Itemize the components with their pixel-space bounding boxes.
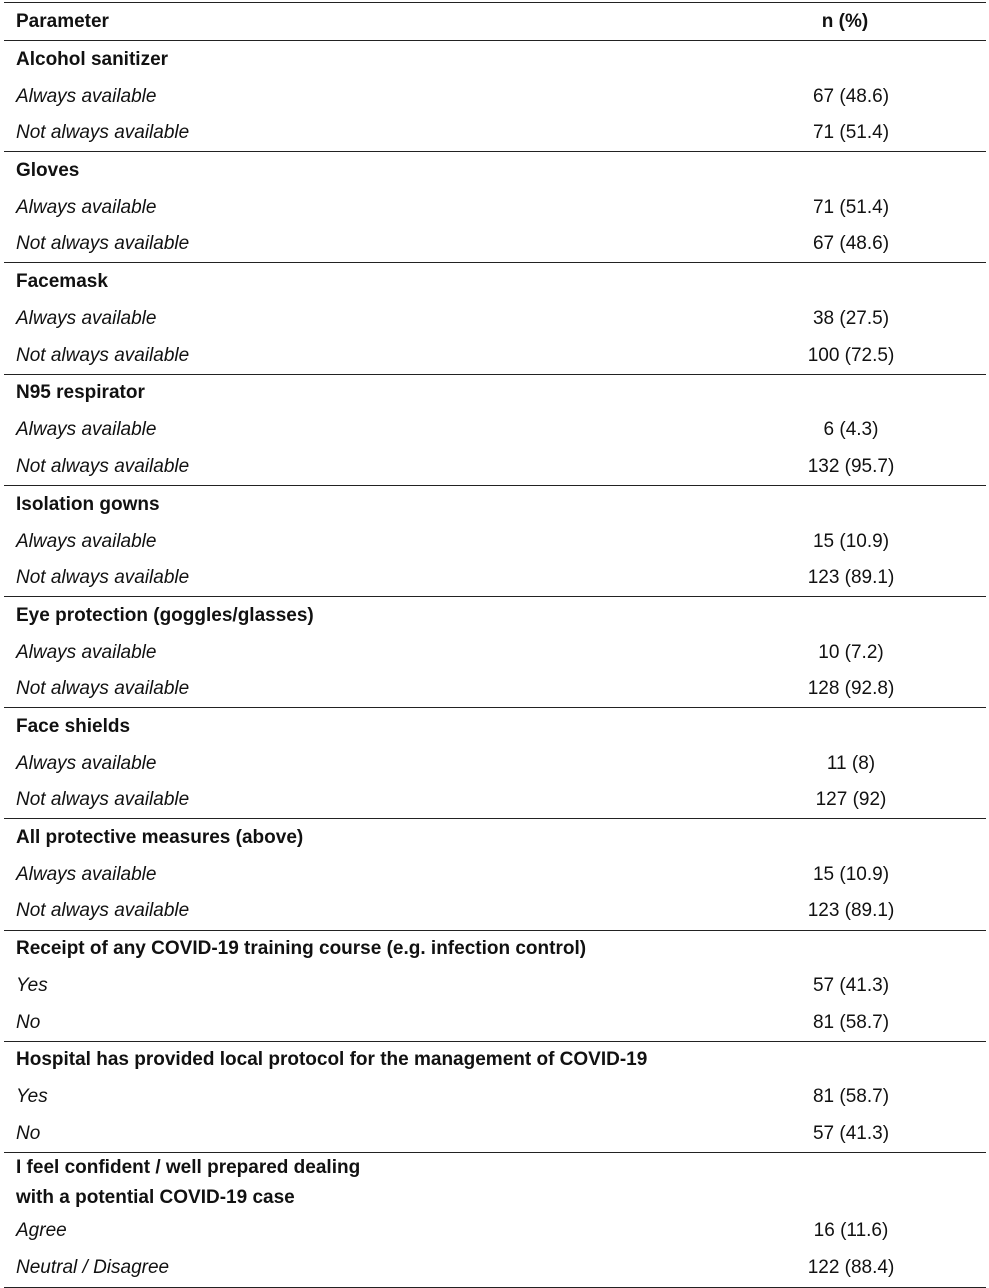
table-row — [4, 893, 986, 930]
row-label: Always available — [16, 530, 157, 552]
table-group — [4, 596, 986, 707]
header-value: n (%) — [704, 3, 986, 41]
group-header-row — [4, 819, 986, 857]
group-header-row — [4, 596, 986, 634]
group-header-row — [4, 1152, 986, 1213]
group-title-value — [704, 374, 986, 412]
table-row — [4, 746, 986, 783]
table-row — [4, 1005, 986, 1042]
table-row — [4, 79, 986, 116]
group-title: I feel confident / well prepared dealing with a potential COVID-19 case — [16, 1156, 361, 1208]
row-label: Always available — [16, 196, 157, 218]
table-group — [4, 374, 986, 485]
row-value: 57 (41.3) — [812, 1122, 890, 1144]
row-value: 81 (58.7) — [812, 1086, 890, 1108]
group-title-value — [704, 1041, 986, 1079]
table-row — [4, 190, 986, 227]
row-label: Yes — [16, 1086, 48, 1108]
row-value: 15 (10.9) — [812, 864, 890, 886]
table-row — [4, 301, 986, 338]
table-group — [4, 1152, 986, 1287]
table-group — [4, 1041, 986, 1152]
row-value: 16 (11.6) — [813, 1220, 889, 1242]
table-group — [4, 41, 986, 152]
row-label: Yes — [16, 975, 48, 997]
table-group — [4, 485, 986, 596]
group-title-value — [704, 819, 986, 857]
group-header-row — [4, 152, 986, 190]
row-label: Not always available — [16, 900, 190, 922]
row-value: 132 (95.7) — [807, 455, 895, 477]
row-label: Always available — [16, 864, 157, 886]
row-label: Not always available — [16, 566, 190, 588]
row-value: 10 (7.2) — [818, 641, 884, 663]
table-group — [4, 263, 986, 374]
table-row — [4, 226, 986, 263]
group-title: All protective measures (above) — [16, 827, 304, 849]
header-parameter: Parameter — [4, 3, 704, 41]
row-value: 6 (4.3) — [823, 419, 879, 441]
table-row — [4, 412, 986, 449]
group-title-value — [704, 596, 986, 634]
row-label: Not always available — [16, 233, 190, 255]
table-row — [4, 1116, 986, 1153]
group-title-value — [704, 485, 986, 523]
row-label: Not always available — [16, 678, 190, 700]
group-header-row — [4, 41, 986, 79]
table-row — [4, 523, 986, 560]
row-label: Always available — [16, 419, 157, 441]
row-value: 128 (92.8) — [807, 678, 895, 700]
row-label: Not always available — [16, 455, 190, 477]
row-value: 100 (72.5) — [807, 344, 895, 366]
group-title-value — [704, 1152, 986, 1213]
group-title-value — [704, 263, 986, 301]
group-title-value — [704, 41, 986, 79]
group-title: Alcohol sanitizer — [16, 48, 169, 70]
group-title-value — [704, 708, 986, 746]
table-row — [4, 968, 986, 1005]
group-title: Hospital has provided local protocol for the management of COVID-19 — [16, 1049, 648, 1071]
row-value: 15 (10.9) — [812, 530, 890, 552]
table-row — [4, 1079, 986, 1116]
row-value: 123 (89.1) — [807, 566, 895, 588]
group-header-row — [4, 374, 986, 412]
row-label: Neutral / Disagree — [4, 1249, 704, 1287]
row-value: 71 (51.4) — [812, 122, 890, 144]
row-label: No — [16, 1011, 41, 1033]
data-table — [4, 2, 986, 1288]
group-title: Eye protection (goggles/glasses) — [16, 604, 314, 626]
group-title: Gloves — [16, 159, 80, 181]
table-row — [4, 560, 986, 597]
group-title-value — [704, 152, 986, 190]
table-row — [4, 115, 986, 152]
table-row — [4, 671, 986, 708]
row-value: 122 (88.4) — [704, 1249, 986, 1287]
group-header-row — [4, 485, 986, 523]
table-group — [4, 152, 986, 263]
row-label: Always available — [16, 752, 157, 774]
row-label: Not always available — [16, 789, 190, 811]
group-title: Receipt of any COVID-19 training course (e.g. infection control) — [16, 938, 587, 960]
table-row — [4, 449, 986, 486]
table-row — [4, 857, 986, 894]
table-group — [4, 930, 986, 1041]
row-value: 71 (51.4) — [812, 196, 890, 218]
group-title-value — [704, 930, 986, 968]
row-label: Always available — [16, 641, 157, 663]
table-row — [4, 337, 986, 374]
row-value: 127 (92) — [815, 789, 887, 811]
table-row — [4, 634, 986, 671]
row-value: 38 (27.5) — [812, 308, 890, 330]
table-row — [4, 1213, 986, 1250]
group-header-row — [4, 930, 986, 968]
row-label: Always available — [16, 85, 157, 107]
group-title: Facemask — [16, 271, 108, 293]
row-value: 123 (89.1) — [807, 900, 895, 922]
row-label: Not always available — [16, 344, 190, 366]
table-group — [4, 819, 986, 930]
group-header-row — [4, 708, 986, 746]
group-title: Isolation gowns — [16, 493, 160, 515]
group-header-row — [4, 1041, 986, 1079]
row-label: Not always available — [16, 122, 190, 144]
table-group — [4, 708, 986, 819]
row-value: 67 (48.6) — [812, 85, 890, 107]
table-row — [4, 1249, 986, 1287]
row-value: 67 (48.6) — [812, 233, 890, 255]
group-header-row — [4, 263, 986, 301]
table-header — [4, 3, 986, 41]
row-value: 11 (8) — [826, 752, 876, 774]
row-value: 81 (58.7) — [812, 1011, 890, 1033]
row-value: 57 (41.3) — [812, 975, 890, 997]
row-label: Always available — [16, 308, 157, 330]
group-title: N95 respirator — [16, 382, 145, 404]
group-title: Face shields — [16, 715, 131, 737]
row-label: Agree — [16, 1220, 67, 1242]
table-row — [4, 782, 986, 819]
row-label: No — [16, 1122, 41, 1144]
